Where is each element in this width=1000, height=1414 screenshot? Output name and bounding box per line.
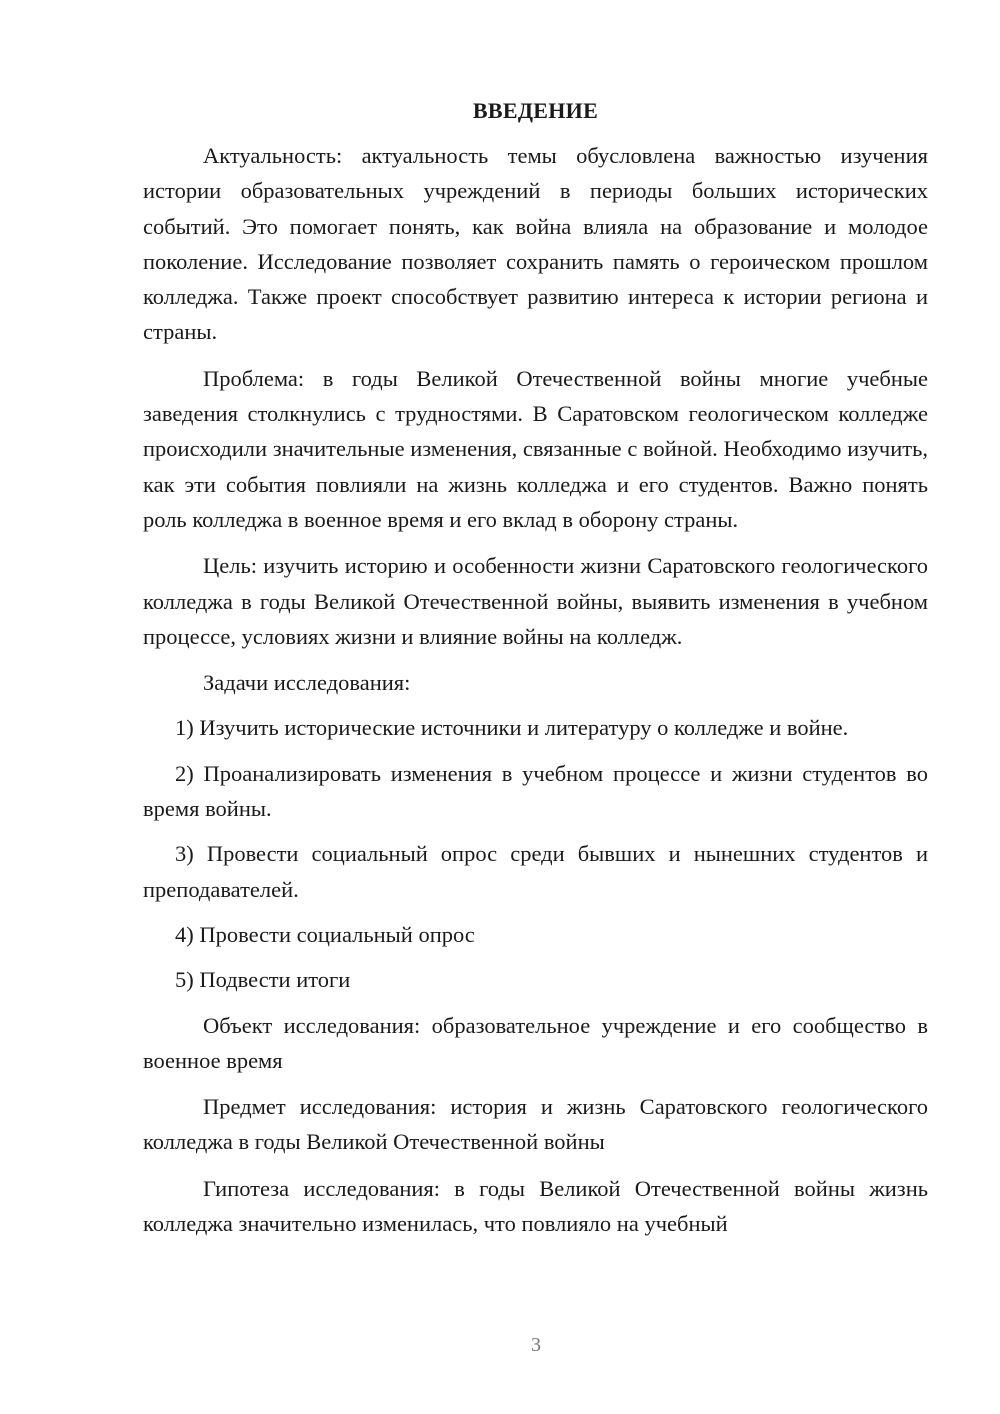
paragraph-object: Объект исследования: образовательное учреждение и его сообщество в военное время: [143, 1012, 928, 1073]
tasks-heading: Задачи исследования:: [203, 670, 411, 696]
paragraph-goal: Цель: изучить историю и особенности жизни Саратовского геологического колледжа в годы Великой Отечественной войны, выявить изменения в учебном процессе, условиях жизни и влияние войны на колледж.: [143, 553, 928, 649]
document-page: [143, 96, 928, 1241]
task-item-2: 2) Проанализировать изменения в учебном процессе и жизни студентов во время войны.: [143, 760, 928, 822]
task-item-5: 5) Подвести итоги: [175, 967, 351, 993]
section-heading: ВВЕДЕНИЕ: [472, 98, 599, 123]
paragraph-hypothesis: Гипотеза исследования: в годы Великой Отечественной войны жизнь колледжа значительно изменилась, что повлияло на учебный: [143, 1175, 928, 1237]
task-item-4: 4) Провести социальный опрос: [175, 921, 475, 947]
page-number: 3: [531, 1334, 541, 1356]
task-item-1: 1) Изучить исторические источники и литературу о колледже и войне.: [175, 715, 849, 741]
paragraph-problem: Проблема: в годы Великой Отечественной войны многие учебные заведения столкнулись с трудностями. В Саратовском геологическом колледже происходили значительные изменения, связанные с войной. Необходимо изучить, как эти события повлияли на жизнь колледжа и его студентов. Важно понять роль колледжа в военное время и его вклад в оборону страны.: [143, 365, 928, 532]
paragraph-relevance: Актуальность: актуальность темы обусловлена важностью изучения истории образовательных учреждений в периоды больших исторических событий. Это помогает понять, как война влияла на образование и молодое поколение. Исследование позволяет сохранить память о героическом прошлом колледжа. Также проект способствует развитию интереса к истории региона и страны.: [143, 143, 928, 345]
task-item-3: 3) Провести социальный опрос среди бывших и нынешних студентов и преподавателей.: [143, 841, 928, 902]
paragraph-subject: Предмет исследования: история и жизнь Саратовского геологического колледжа в годы Великой Отечественной войны: [143, 1094, 928, 1155]
